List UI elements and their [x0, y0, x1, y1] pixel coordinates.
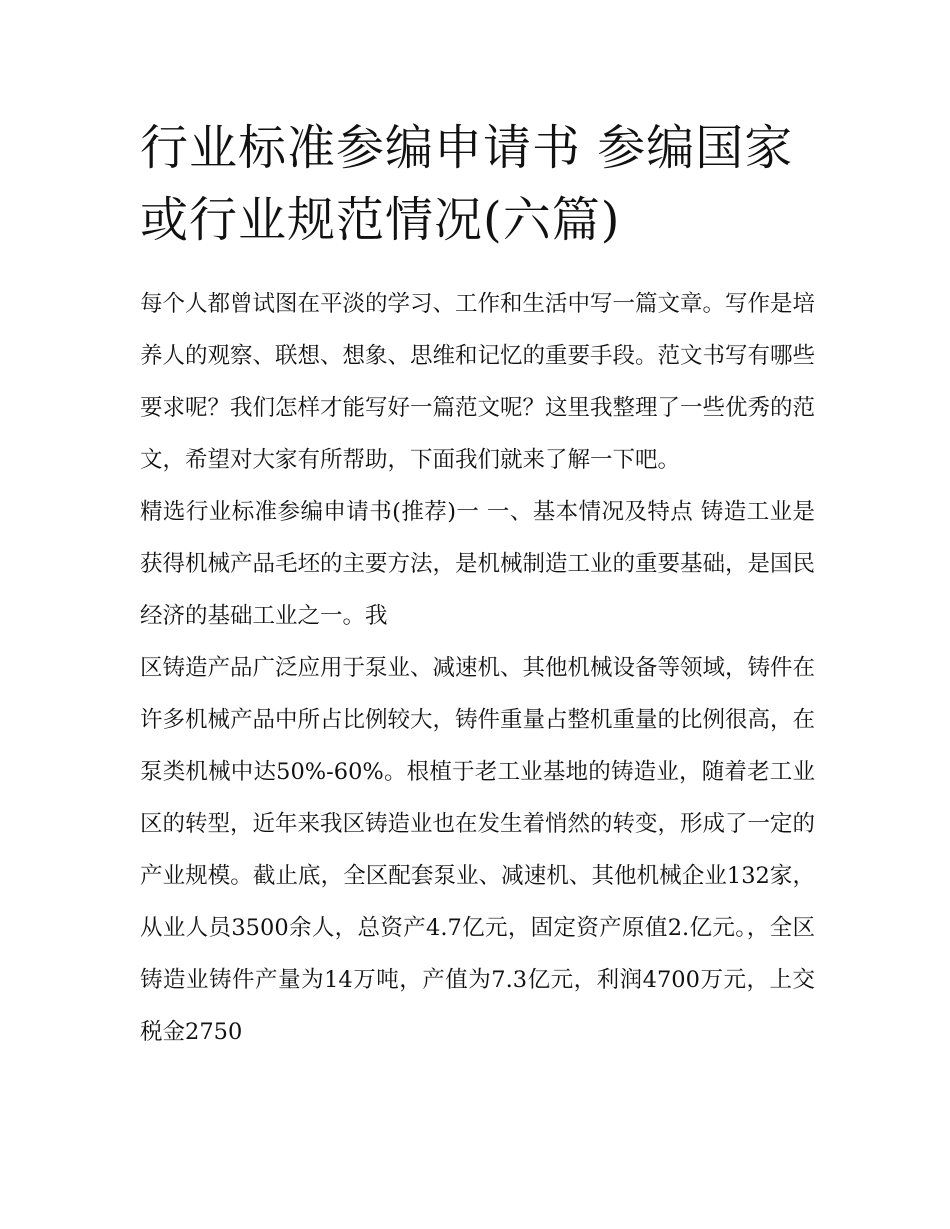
document-body	[140, 112, 815, 1058]
document-title: 行业标准参编申请书 参编国家或行业规范情况(六篇)	[140, 120, 794, 248]
industry-overview-paragraph: 区铸造产品广泛应用于泵业、减速机、其他机械设备等领域，铸件在许多机械产品中所占比例较大，铸件重量占整机重量的比例很高，在泵类机械中达50%-60%。根植于老工业基地的铸造业，随着老工业区的转型，近年来我区铸造业也在发生着悄然的转变，形成了一定的产业规模。截止底，全区配套泵业、减速机、其他机械企业132家，从业人员3500余人，总资产4.7亿元，固定资产原值2.亿元。，全区铸造业铸件产量为14万吨，产值为7.3亿元，利润4700万元，上交税金2750	[140, 655, 816, 1045]
intro-paragraph: 每个人都曾试图在平淡的学习、工作和生活中写一篇文章。写作是培养人的观察、联想、想象、思维和记忆的重要手段。范文书写有哪些要求呢？我们怎样才能写好一篇范文呢？这里我整理了一些优秀的范文，希望对大家有所帮助，下面我们就来了解一下吧。	[140, 291, 816, 473]
section-one-paragraph: 精选行业标准参编申请书(推荐)一 一、基本情况及特点 铸造工业是获得机械产品毛坯的主要方法，是机械制造工业的重要基础，是国民经济的基础工业之一。我	[140, 499, 816, 629]
